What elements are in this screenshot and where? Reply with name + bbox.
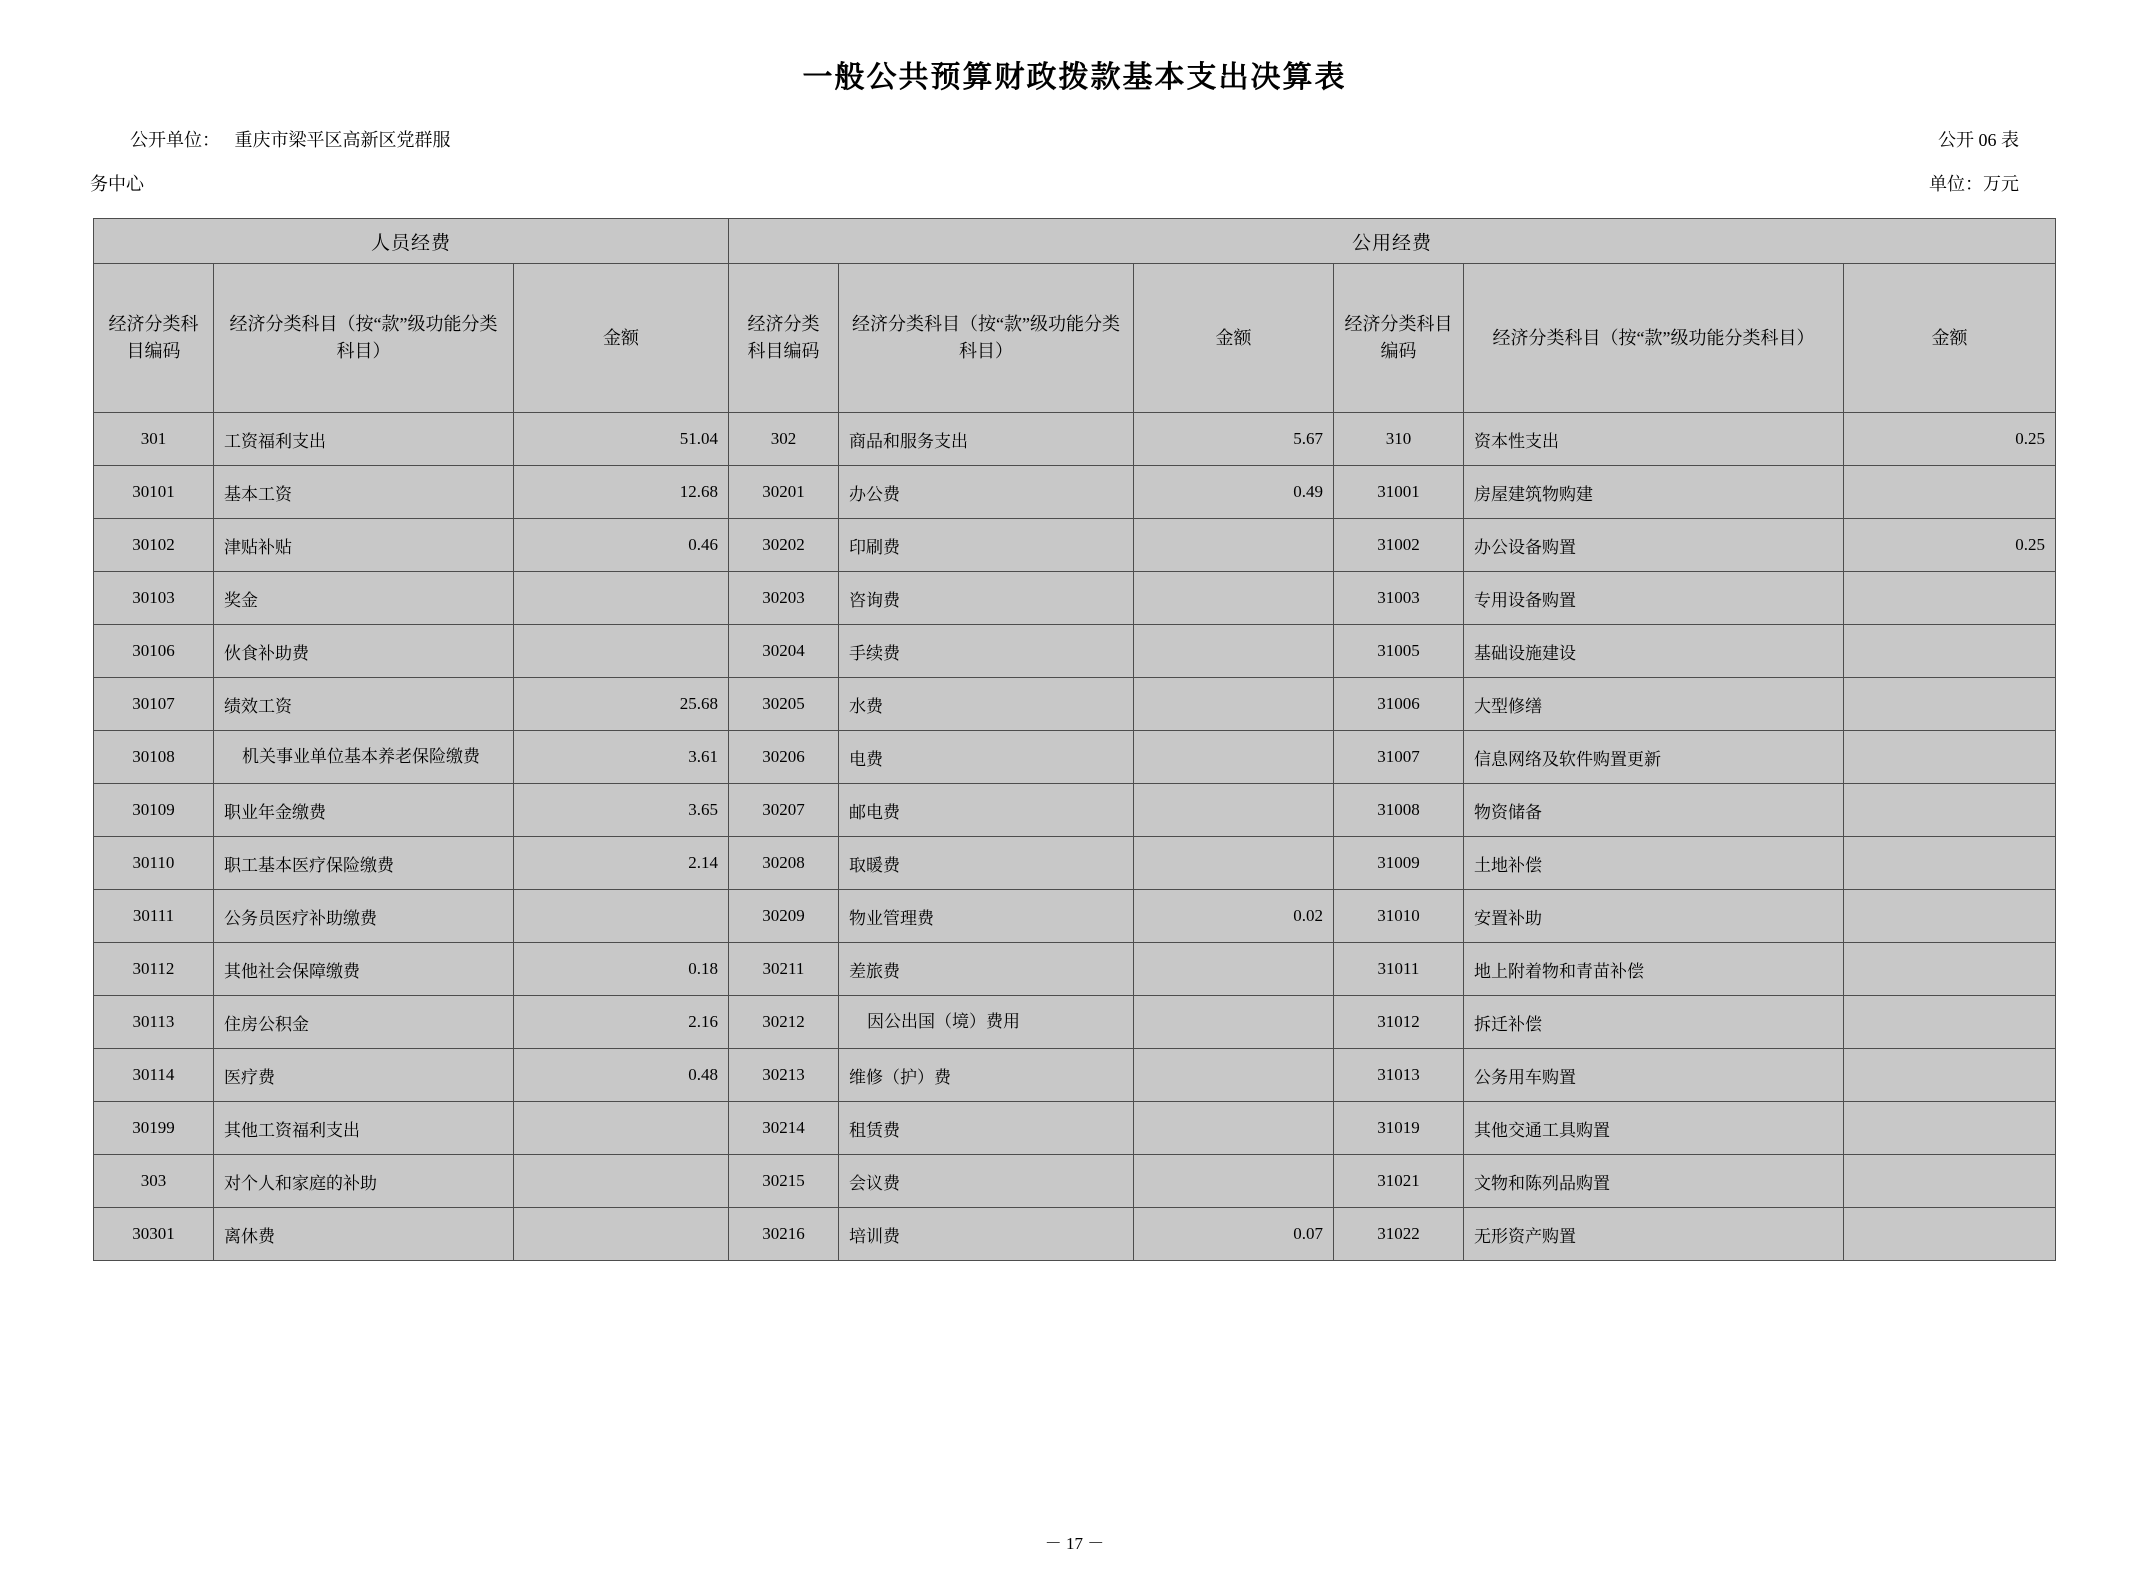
cell-name-3: 公务用车购置 — [1463, 1049, 1843, 1102]
cell-amount-3 — [1843, 837, 2055, 890]
cell-amount-3 — [1843, 1049, 2055, 1102]
cell-name-2: 商品和服务支出 — [838, 413, 1133, 466]
col-header-code-3: 经济分类科目编码 — [1333, 264, 1463, 413]
cell-code-3: 31012 — [1333, 996, 1463, 1049]
cell-name-2: 租赁费 — [838, 1102, 1133, 1155]
cell-amount-1 — [513, 1155, 728, 1208]
cell-amount-1: 2.16 — [513, 996, 728, 1049]
cell-amount-2 — [1133, 1155, 1333, 1208]
cell-code-3: 31007 — [1333, 731, 1463, 784]
cell-code-1: 30111 — [93, 890, 213, 943]
table-body — [93, 413, 2055, 1261]
cell-amount-1: 3.65 — [513, 784, 728, 837]
cell-amount-3 — [1843, 466, 2055, 519]
table-row — [93, 413, 2055, 466]
cell-amount-3 — [1843, 625, 2055, 678]
cell-name-3: 专用设备购置 — [1463, 572, 1843, 625]
table-row — [93, 1208, 2055, 1261]
cell-code-3: 31002 — [1333, 519, 1463, 572]
document-page — [0, 52, 2149, 1572]
cell-amount-3 — [1843, 1102, 2055, 1155]
cell-name-1: 离休费 — [213, 1208, 513, 1261]
cell-name-2: 会议费 — [838, 1155, 1133, 1208]
col-header-amount-3: 金额 — [1843, 264, 2055, 413]
cell-amount-2 — [1133, 572, 1333, 625]
cell-name-1: 奖金 — [213, 572, 513, 625]
publish-unit — [130, 126, 451, 152]
cell-name-2: 邮电费 — [838, 784, 1133, 837]
col-header-amount-2: 金额 — [1133, 264, 1333, 413]
cell-amount-3 — [1843, 996, 2055, 1049]
cell-amount-1: 12.68 — [513, 466, 728, 519]
cell-name-1: 机关事业单位基本养老保险缴费 — [213, 731, 513, 784]
cell-amount-2: 0.02 — [1133, 890, 1333, 943]
cell-name-3: 资本性支出 — [1463, 413, 1843, 466]
cell-name-1: 职工基本医疗保险缴费 — [213, 837, 513, 890]
cell-code-2: 30208 — [728, 837, 838, 890]
cell-name-3: 信息网络及软件购置更新 — [1463, 731, 1843, 784]
cell-name-3: 安置补助 — [1463, 890, 1843, 943]
cell-amount-3 — [1843, 784, 2055, 837]
cell-amount-2: 0.49 — [1133, 466, 1333, 519]
cell-name-2: 电费 — [838, 731, 1133, 784]
cell-name-1: 津贴补贴 — [213, 519, 513, 572]
table-row — [93, 678, 2055, 731]
meta-row-top — [0, 126, 2149, 156]
cell-code-1: 30301 — [93, 1208, 213, 1261]
cell-name-2: 维修（护）费 — [838, 1049, 1133, 1102]
table-row — [93, 837, 2055, 890]
table-row — [93, 890, 2055, 943]
cell-name-1: 绩效工资 — [213, 678, 513, 731]
cell-code-3: 31008 — [1333, 784, 1463, 837]
cell-amount-3 — [1843, 943, 2055, 996]
cell-name-3: 地上附着物和青苗补偿 — [1463, 943, 1843, 996]
cell-name-3: 其他交通工具购置 — [1463, 1102, 1843, 1155]
col-header-code-1: 经济分类科目编码 — [93, 264, 213, 413]
cell-name-2: 咨询费 — [838, 572, 1133, 625]
cell-name-2: 办公费 — [838, 466, 1133, 519]
cell-code-2: 30214 — [728, 1102, 838, 1155]
cell-name-2: 取暖费 — [838, 837, 1133, 890]
cell-code-2: 30207 — [728, 784, 838, 837]
cell-code-3: 310 — [1333, 413, 1463, 466]
cell-amount-2: 0.07 — [1133, 1208, 1333, 1261]
table-row — [93, 1102, 2055, 1155]
cell-code-1: 30112 — [93, 943, 213, 996]
cell-amount-1: 3.61 — [513, 731, 728, 784]
cell-name-3: 大型修缮 — [1463, 678, 1843, 731]
cell-name-3: 文物和陈列品购置 — [1463, 1155, 1843, 1208]
table-row — [93, 1155, 2055, 1208]
cell-name-3: 物资储备 — [1463, 784, 1843, 837]
cell-name-1: 职业年金缴费 — [213, 784, 513, 837]
cell-amount-3: 0.25 — [1843, 413, 2055, 466]
cell-code-3: 31006 — [1333, 678, 1463, 731]
cell-code-1: 30110 — [93, 837, 213, 890]
cell-name-1: 工资福利支出 — [213, 413, 513, 466]
table-row — [93, 625, 2055, 678]
cell-amount-2 — [1133, 1102, 1333, 1155]
cell-name-1: 基本工资 — [213, 466, 513, 519]
cell-code-1: 303 — [93, 1155, 213, 1208]
cell-code-3: 31005 — [1333, 625, 1463, 678]
page-footer: － 17 － — [1044, 1534, 1105, 1553]
cell-name-1: 对个人和家庭的补助 — [213, 1155, 513, 1208]
cell-name-2: 因公出国（境）费用 — [838, 996, 1133, 1049]
cell-amount-3 — [1843, 890, 2055, 943]
publish-unit-name: 重庆市梁平区高新区党群服 — [234, 130, 451, 150]
table-row — [93, 572, 2055, 625]
cell-code-3: 31009 — [1333, 837, 1463, 890]
table-row — [93, 943, 2055, 996]
cell-name-1: 伙食补助费 — [213, 625, 513, 678]
cell-code-3: 31011 — [1333, 943, 1463, 996]
table-row — [93, 519, 2055, 572]
cell-amount-3 — [1843, 572, 2055, 625]
cell-amount-1: 2.14 — [513, 837, 728, 890]
col-header-name-1: 经济分类科目（按“款”级功能分类科目） — [213, 264, 513, 413]
cell-amount-1: 51.04 — [513, 413, 728, 466]
cell-amount-1: 0.46 — [513, 519, 728, 572]
cell-name-1: 公务员医疗补助缴费 — [213, 890, 513, 943]
cell-code-2: 30212 — [728, 996, 838, 1049]
cell-amount-1 — [513, 1208, 728, 1261]
cell-amount-2 — [1133, 731, 1333, 784]
table-row — [93, 731, 2055, 784]
meta-row-second — [0, 170, 2149, 200]
cell-code-3: 31021 — [1333, 1155, 1463, 1208]
table-row — [93, 466, 2055, 519]
col-header-name-2: 经济分类科目（按“款”级功能分类科目） — [838, 264, 1133, 413]
budget-table — [93, 218, 2056, 1261]
cell-name-3: 拆迁补偿 — [1463, 996, 1843, 1049]
cell-code-1: 30103 — [93, 572, 213, 625]
cell-name-2: 差旅费 — [838, 943, 1133, 996]
cell-amount-2 — [1133, 519, 1333, 572]
cell-code-2: 30204 — [728, 625, 838, 678]
table-row — [93, 784, 2055, 837]
cell-name-2: 物业管理费 — [838, 890, 1133, 943]
col-header-name-3: 经济分类科目（按“款”级功能分类科目） — [1463, 264, 1843, 413]
col-header-code-2: 经济分类科目编码 — [728, 264, 838, 413]
cell-code-1: 30102 — [93, 519, 213, 572]
cell-code-2: 302 — [728, 413, 838, 466]
cell-code-1: 30109 — [93, 784, 213, 837]
cell-code-1: 30114 — [93, 1049, 213, 1102]
publish-unit-name-cont: 务中心 — [90, 174, 144, 194]
cell-amount-2 — [1133, 1049, 1333, 1102]
cell-code-2: 30215 — [728, 1155, 838, 1208]
cell-name-2: 手续费 — [838, 625, 1133, 678]
cell-code-3: 31003 — [1333, 572, 1463, 625]
cell-amount-1: 25.68 — [513, 678, 728, 731]
cell-amount-2 — [1133, 625, 1333, 678]
cell-name-1: 其他社会保障缴费 — [213, 943, 513, 996]
cell-name-1: 住房公积金 — [213, 996, 513, 1049]
group-header-personnel: 人员经费 — [93, 219, 728, 264]
cell-amount-2 — [1133, 996, 1333, 1049]
cell-code-2: 30209 — [728, 890, 838, 943]
cell-code-3: 31022 — [1333, 1208, 1463, 1261]
cell-amount-1: 0.18 — [513, 943, 728, 996]
cell-code-2: 30206 — [728, 731, 838, 784]
cell-name-3: 房屋建筑物购建 — [1463, 466, 1843, 519]
cell-code-2: 30205 — [728, 678, 838, 731]
cell-code-3: 31010 — [1333, 890, 1463, 943]
table-group-header-row — [93, 219, 2055, 264]
cell-code-2: 30202 — [728, 519, 838, 572]
cell-code-2: 30216 — [728, 1208, 838, 1261]
cell-code-1: 30108 — [93, 731, 213, 784]
cell-code-2: 30203 — [728, 572, 838, 625]
page-title: 一般公共预算财政拨款基本支出决算表 — [802, 61, 1347, 94]
table-row — [93, 996, 2055, 1049]
cell-code-1: 30101 — [93, 466, 213, 519]
col-header-amount-1: 金额 — [513, 264, 728, 413]
table-row — [93, 1049, 2055, 1102]
cell-name-3: 土地补偿 — [1463, 837, 1843, 890]
cell-amount-3 — [1843, 1208, 2055, 1261]
cell-code-2: 30201 — [728, 466, 838, 519]
cell-code-2: 30211 — [728, 943, 838, 996]
cell-code-1: 30113 — [93, 996, 213, 1049]
cell-amount-2 — [1133, 784, 1333, 837]
cell-amount-3: 0.25 — [1843, 519, 2055, 572]
cell-name-2: 培训费 — [838, 1208, 1133, 1261]
cell-name-3: 基础设施建设 — [1463, 625, 1843, 678]
cell-amount-1 — [513, 890, 728, 943]
cell-name-2: 水费 — [838, 678, 1133, 731]
cell-amount-3 — [1843, 678, 2055, 731]
cell-amount-1 — [513, 572, 728, 625]
group-header-public: 公用经费 — [728, 219, 2055, 264]
cell-code-3: 31013 — [1333, 1049, 1463, 1102]
cell-code-1: 30107 — [93, 678, 213, 731]
cell-amount-1: 0.48 — [513, 1049, 728, 1102]
cell-code-3: 31019 — [1333, 1102, 1463, 1155]
cell-name-3: 无形资产购置 — [1463, 1208, 1843, 1261]
cell-code-1: 301 — [93, 413, 213, 466]
cell-amount-1 — [513, 625, 728, 678]
cell-amount-2 — [1133, 837, 1333, 890]
cell-amount-2 — [1133, 943, 1333, 996]
cell-name-3: 办公设备购置 — [1463, 519, 1843, 572]
cell-name-1: 医疗费 — [213, 1049, 513, 1102]
amount-unit: 单位：万元 — [1929, 174, 2019, 194]
cell-code-1: 30199 — [93, 1102, 213, 1155]
cell-name-1: 其他工资福利支出 — [213, 1102, 513, 1155]
cell-amount-1 — [513, 1102, 728, 1155]
cell-name-2: 印刷费 — [838, 519, 1133, 572]
cell-amount-3 — [1843, 731, 2055, 784]
table-column-header-row — [93, 264, 2055, 413]
cell-amount-2: 5.67 — [1133, 413, 1333, 466]
cell-amount-2 — [1133, 678, 1333, 731]
publish-unit-label: 公开单位： — [130, 130, 220, 150]
cell-code-2: 30213 — [728, 1049, 838, 1102]
cell-code-3: 31001 — [1333, 466, 1463, 519]
cell-code-1: 30106 — [93, 625, 213, 678]
form-number: 公开 06 表 — [1938, 130, 2019, 150]
cell-amount-3 — [1843, 1155, 2055, 1208]
